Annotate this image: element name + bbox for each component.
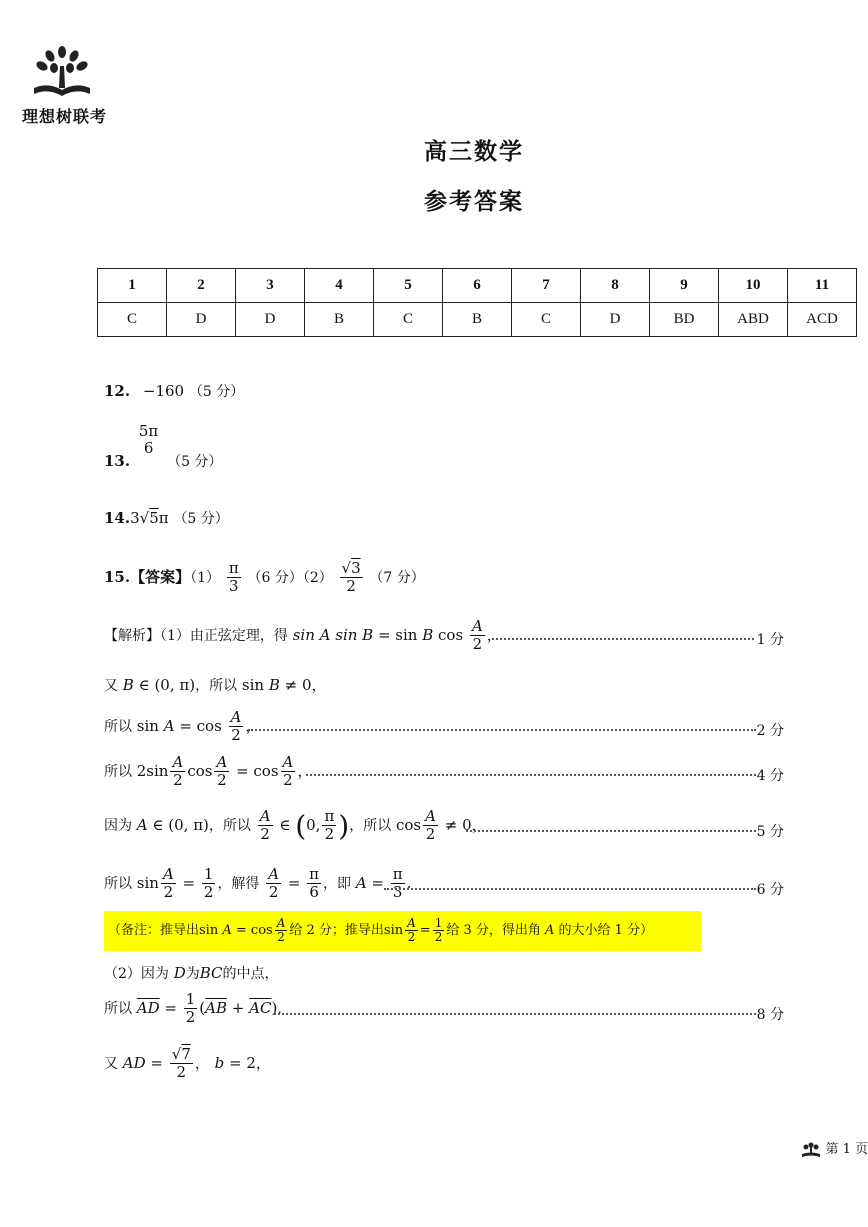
solution-line-4: 所以 2sin $\frac{A}{2}$ cos $\frac{A}{2}$ = cos $\frac{A}{2}$ ， — [104, 753, 313, 790]
q14-pi: π — [158, 509, 169, 527]
answer-cell: D — [167, 303, 236, 337]
q14-line — [104, 508, 229, 528]
solution-line-2-pre: 又 — [104, 678, 118, 694]
answer-table-answer-row — [98, 303, 857, 337]
page-subtitle: 参考答案 — [424, 188, 524, 215]
solution-line-9-mid: ， — [194, 1053, 210, 1072]
q15-part2-answer — [340, 560, 363, 596]
sqrt-icon: √ — [341, 559, 352, 577]
question-number-cell: 6 — [443, 269, 512, 303]
dotted-leader — [492, 638, 754, 640]
q14-number: 14. — [104, 509, 131, 527]
question-number-cell: 7 — [512, 269, 581, 303]
answer-cell: C — [374, 303, 443, 337]
solution-line-1-text: 【解析】（1）由正弦定理，得 — [104, 627, 288, 644]
question-number-cell: 8 — [581, 269, 650, 303]
q13-number: 13. — [104, 452, 131, 470]
q15-number: 15. — [104, 567, 131, 586]
question-number-cell: 11 — [788, 269, 857, 303]
solution-line-6-mid2: ，即 — [323, 875, 352, 892]
answer-cell: D — [581, 303, 650, 337]
q13-denominator: 6 — [143, 439, 154, 458]
q15-part1-label: （1） — [190, 569, 221, 586]
answer-cell: C — [98, 303, 167, 337]
part2-intro-mid: 为 — [185, 966, 200, 982]
part2-intro-pre: （2）因为 — [104, 966, 169, 982]
question-number-cell: 2 — [167, 269, 236, 303]
solution-line-5-mid2: ，所以 — [349, 817, 392, 834]
logo-small-icon — [801, 1142, 821, 1158]
solution-line-5-pre: 因为 — [104, 817, 132, 834]
answer-cell: D — [236, 303, 305, 337]
score-label: 1 分 — [756, 632, 784, 648]
score-label: 6 分 — [756, 882, 784, 898]
page-title: 高三数学 — [424, 138, 524, 165]
score-label: 2 分 — [756, 723, 784, 739]
q13-line — [104, 422, 223, 470]
q15-part2-radicand: 3 — [351, 559, 361, 577]
q12-answer: −160 — [142, 382, 185, 400]
answer-cell: ACD — [788, 303, 857, 337]
note-mid1: 给 2 分；推导出 — [289, 923, 384, 938]
page-number: 第 1 页 — [825, 1142, 868, 1157]
q15-part1-numerator: π — [228, 559, 239, 577]
solution-line-8: 所以 $\overline{AD}$ = $\frac{1}{2}$ $(\overline{AB} + \overline{AC})$, — [104, 990, 283, 1027]
q14-coef: 3 — [130, 509, 140, 527]
answer-table-header-row — [98, 269, 857, 303]
q15-part1-score: （6 分） — [247, 569, 303, 586]
solution-line-9: 又 AD = $\frac{√7}{2}$ ， b = 2， — [104, 1045, 271, 1082]
solution-line-2: 又 B ∈ (0, π)，所以 sin B ≠ 0， — [104, 676, 327, 694]
note-mid2: 给 3 分，得出角 — [446, 923, 541, 938]
q15-part2-label: （2） — [302, 569, 333, 586]
solution-line-9-pre: 又 — [104, 1055, 118, 1072]
answer-cell: ABD — [719, 303, 788, 337]
q12-number: 12. — [104, 382, 131, 400]
q14-radicand: 5 — [149, 509, 159, 527]
dotted-leader — [384, 888, 756, 890]
sqrt-icon: √ — [139, 509, 150, 527]
q15-tag: 【答案】 — [130, 567, 191, 586]
answer-cell: B — [305, 303, 374, 337]
question-number-cell: 5 — [374, 269, 443, 303]
question-number-cell: 3 — [236, 269, 305, 303]
question-number-cell: 10 — [719, 269, 788, 303]
q15-part1-answer — [227, 560, 241, 596]
page-footer — [801, 1138, 868, 1158]
solution-line-5: 因为 A ∈ (0, π)，所以 $\frac{A}{2}$ ∈ (0, $\frac{\pi}{2}$ )，所以 cos $\frac{A}{2}$ ≠ 0， — [104, 807, 487, 844]
answer-table — [97, 268, 857, 337]
score-label: 5 分 — [756, 824, 784, 840]
dotted-leader — [248, 729, 756, 731]
solution-line-5-mid1: ，所以 — [208, 817, 251, 834]
q13-numerator: 5π — [138, 422, 159, 440]
question-number-cell: 9 — [650, 269, 719, 303]
solution-line-3: 所以 sin A = cos $\frac{A}{2}$ ， — [104, 708, 261, 745]
answer-cell: C — [512, 303, 581, 337]
q13-answer — [137, 423, 160, 458]
score-label: 8 分 — [756, 1007, 784, 1023]
part2-intro: （2）因为 D为BC的中点， — [104, 964, 279, 982]
part2-intro-post: 的中点， — [222, 966, 279, 982]
q14-score: （5 分） — [173, 511, 229, 527]
dotted-leader — [306, 774, 756, 776]
solution-line-6: 所以 sin $\frac{A}{2}$ = $\frac{1}{2}$ ，解得 $\frac{A}{2}$ = $\frac{\pi}{6}$ ，即 A = $\frac{\pi}{3}$ . — [104, 865, 412, 902]
q15-line — [104, 560, 425, 596]
solution-line-6-pre: 所以 — [104, 875, 132, 892]
solution-line-4-pre: 所以 — [104, 763, 132, 780]
answer-cell: BD — [650, 303, 719, 337]
q15-part2-score: （7 分） — [369, 569, 425, 586]
q12-score: （5 分） — [188, 384, 245, 400]
q13-score: （5 分） — [167, 454, 223, 470]
logo — [22, 44, 106, 134]
q15-part2-denominator: 2 — [346, 577, 356, 596]
dotted-leader — [274, 1013, 756, 1015]
answer-cell: B — [443, 303, 512, 337]
note-pre: （备注：推导出 — [108, 923, 200, 938]
solution-line-1: 【解析】（1）由正弦定理，得 sin A sin B = sin B cos $\frac{A}{2}$ ， — [104, 617, 502, 654]
solution-line-8-pre: 所以 — [104, 1000, 132, 1017]
logo-text: 理想树联考 — [22, 107, 108, 126]
score-label: 4 分 — [756, 768, 784, 784]
q15-part1-denominator: 3 — [228, 577, 239, 596]
q15-part2-numerator — [340, 560, 363, 578]
solution-line-6-mid1: ，解得 — [217, 875, 260, 892]
solution-line-9-post: ， — [255, 1053, 271, 1072]
scoring-note: （备注：推导出sin A = cos $\frac{A}{2}$ 给 2 分；推导出sin $\frac{A}{2}$ = $\frac{1}{2}$ 给 3 分，得出角 A 的大小给 1 分） — [104, 911, 701, 951]
q12-line — [104, 381, 244, 401]
solution-line-2-mid: ，所以 — [195, 678, 238, 694]
dotted-leader — [466, 830, 756, 832]
tree-book-icon — [30, 44, 94, 102]
note-post: 的大小给 1 分） — [558, 923, 654, 938]
question-number-cell: 4 — [305, 269, 374, 303]
question-number-cell: 1 — [98, 269, 167, 303]
solution-line-3-pre: 所以 — [104, 718, 132, 735]
